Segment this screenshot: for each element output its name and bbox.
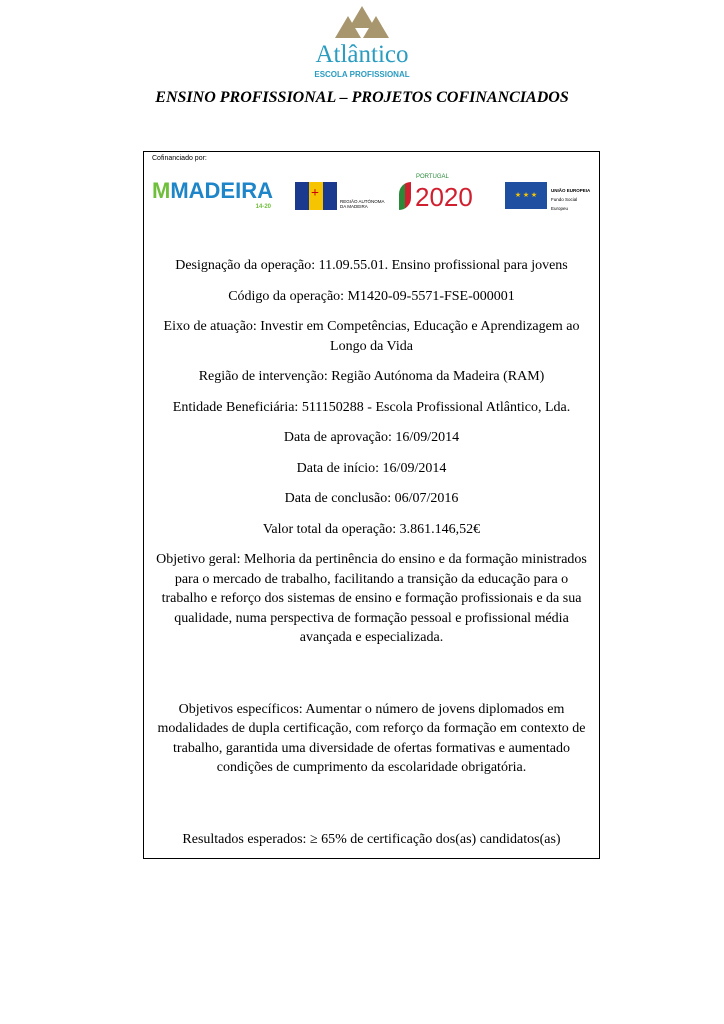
triangle-icon: [363, 16, 389, 38]
project-info-box: [143, 151, 600, 859]
end-date: Data de conclusão: 06/07/2016: [284, 491, 459, 506]
eu-label: [551, 186, 592, 213]
logo-name: Atlântico: [315, 41, 409, 68]
madeira-text: MADEIRA: [170, 178, 273, 203]
page-title: ENSINO PROFISSIONAL – PROJETOS COFINANCIADOS: [155, 89, 569, 106]
expected-results: Resultados esperados: ≥ 65% de certificação dos(as) candidatos(as): [182, 831, 561, 847]
operation-code: Código da operação: M1420-09-5571-FSE-000001: [228, 288, 515, 304]
specific-objectives: Objetivos específicos: Aumentar o número de jovens diplomados em modalidades de dupla certificação, com reforço da formação em contexto de trabalho, garantida uma diversidade de ofertas formativas e aumentado condições de cumprimento da escolaridade obrigatória.: [157, 701, 586, 775]
portugal-label: PORTUGAL: [416, 174, 449, 180]
beneficiary: Entidade Beneficiária: 511150288 - Escola Profissional Atlântico, Lda.: [172, 399, 571, 415]
school-logo: [300, 4, 424, 78]
designation: Designação da operação: 11.09.55.01. Ensino profissional para jovens: [175, 258, 568, 273]
eu-subtitle: Fundo Social Europeu: [551, 197, 578, 211]
project-details: [154, 256, 589, 860]
eu-title: UNIÃO EUROPEIA: [551, 188, 591, 193]
logo-subtitle: ESCOLA PROFISSIONAL: [314, 70, 410, 79]
eu-flag-icon: ★ ★ ★: [505, 182, 547, 209]
region: Região de intervenção: Região Autónoma da Madeira (RAM): [198, 369, 545, 384]
portugal-2020: 2020: [415, 182, 473, 212]
portugal-leaf-icon: [399, 182, 411, 210]
action-axis: Eixo de atuação: Investir em Competências, Educação e Aprendizagem ao Longo da Vida: [163, 319, 580, 354]
sponsor-logos: [152, 174, 592, 213]
approval-date: Data de aprovação: 16/09/2014: [283, 430, 460, 445]
total-value: Valor total da operação: 3.861.146,52€: [262, 521, 481, 537]
ram-flag-icon: [295, 182, 337, 210]
start-date: Data de início: 16/09/2014: [296, 460, 447, 476]
madeira-logo: MMADEIRA 14-20: [152, 178, 273, 210]
ram-label: REGIÃO AUTÓNOMA DA MADEIRA: [340, 199, 385, 209]
general-objective: Objetivo geral: Melhoria da pertinência do ensino e da formação ministrados para o mercado de trabalho, facilitando a transição da educação para o trabalho e reforço dos sistemas de ensino e formação profissionais e da sua qualidade, numa perspectiva de formação pessoal e profissional média avançada e especializada.: [156, 552, 587, 645]
madeira-years: 14-20: [255, 204, 271, 210]
cofinanced-label: Cofinanciado por:: [152, 155, 207, 162]
